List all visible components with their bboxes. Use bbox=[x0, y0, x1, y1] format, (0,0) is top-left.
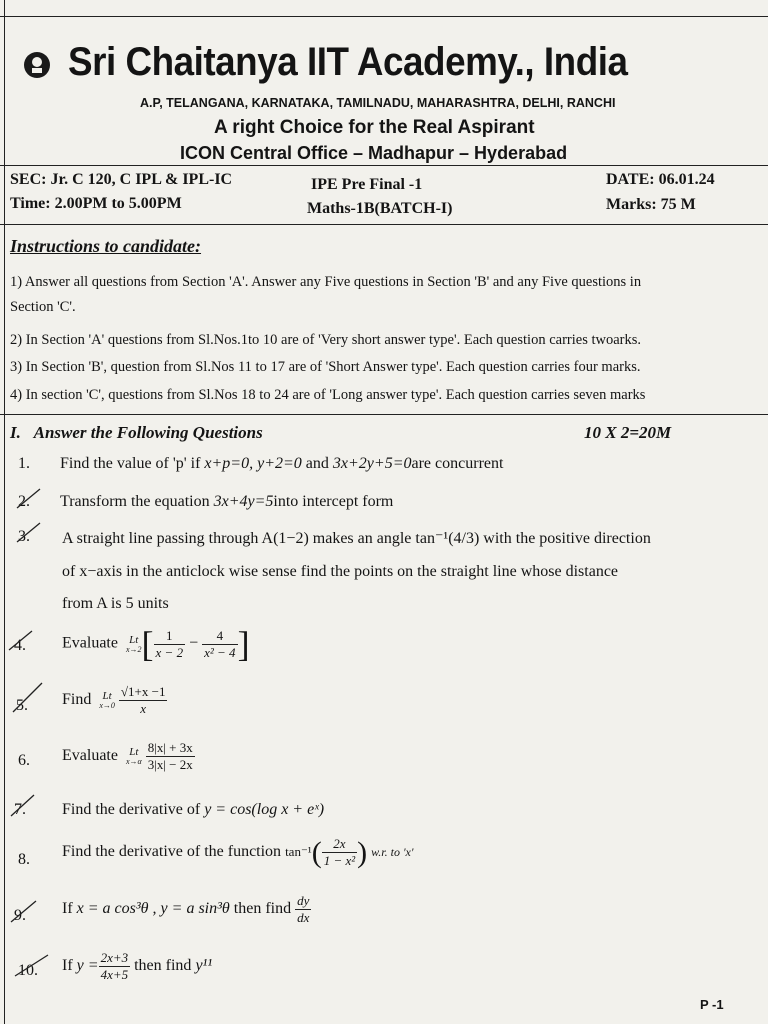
instructions-title: Instructions to candidate: bbox=[10, 236, 202, 256]
academy-logo-icon bbox=[22, 50, 52, 80]
fraction bbox=[119, 684, 168, 717]
tick-mark-icon bbox=[14, 520, 44, 546]
limit-operator bbox=[99, 690, 115, 711]
fraction bbox=[322, 836, 357, 869]
question-5-expression bbox=[62, 684, 167, 717]
numerator: 8|x| + 3x bbox=[147, 740, 193, 755]
tick-mark-icon bbox=[14, 486, 44, 512]
page-number: P -1 bbox=[700, 997, 724, 1012]
question-text bbox=[60, 455, 503, 473]
section-heading bbox=[10, 423, 263, 443]
limit-operator bbox=[126, 746, 142, 767]
tick-mark-icon bbox=[8, 792, 38, 820]
denominator: x − 2 bbox=[155, 644, 184, 660]
numerator: 2x bbox=[322, 836, 357, 853]
section-info: SEC: Jr. C 120, C IPL & IPL-IC bbox=[10, 171, 233, 188]
left-paren: ( bbox=[311, 835, 322, 869]
question-8-text: Find the derivative of the function bbox=[62, 843, 286, 861]
office-line: ICON Central Office – Madhapur – Hyderabad bbox=[180, 143, 568, 163]
numerator: 2x+3 bbox=[100, 950, 129, 965]
tick-mark-icon bbox=[8, 898, 40, 926]
question-6-expression bbox=[62, 740, 195, 773]
question-text bbox=[60, 493, 393, 511]
denominator: dx bbox=[297, 910, 310, 925]
question-text bbox=[62, 801, 324, 819]
section-marks: 10 X 2=20M bbox=[584, 423, 672, 442]
info-divider bbox=[0, 224, 768, 225]
denominator: 1 − x² bbox=[323, 853, 356, 868]
numerator: 4 bbox=[202, 628, 237, 645]
question-9-text: If bbox=[62, 900, 77, 918]
question-10-expression bbox=[62, 950, 212, 983]
question-9-expression bbox=[62, 893, 311, 926]
question-number: 3. bbox=[18, 528, 30, 545]
question-1-post: are concurrent bbox=[411, 455, 504, 472]
limit-label: Lt bbox=[129, 746, 139, 759]
question-10-post: then find bbox=[130, 957, 196, 975]
section-title: Answer the Following Questions bbox=[33, 423, 263, 442]
instructions-divider bbox=[0, 414, 768, 415]
question-10-math: y¹¹ bbox=[195, 957, 213, 975]
question-1-math2: 3x+2y+5=0 bbox=[332, 455, 412, 472]
minus-sign: − bbox=[189, 634, 199, 652]
instruction-line: Section 'C'. bbox=[10, 299, 76, 315]
denominator: 3|x| − 2x bbox=[147, 757, 193, 772]
question-8-post: w.r. to 'x' bbox=[371, 845, 414, 860]
question-4-expression bbox=[62, 626, 250, 662]
question-7-text: Find the derivative of bbox=[62, 801, 205, 818]
fraction bbox=[202, 628, 237, 661]
question-number: 10. bbox=[18, 962, 38, 979]
question-number: 8. bbox=[18, 851, 30, 868]
question-10-text: If bbox=[62, 957, 77, 975]
tagline: A right Choice for the Real Aspirant bbox=[214, 117, 535, 138]
denominator: 4x+5 bbox=[100, 967, 129, 982]
question-1-text: Find the value of 'p' if bbox=[60, 455, 205, 472]
left-border bbox=[4, 0, 5, 1024]
exam-time: Time: 2.00PM to 5.00PM bbox=[10, 195, 182, 212]
question-2-post: into intercept form bbox=[273, 493, 394, 510]
question-3-line: from A is 5 units bbox=[62, 595, 169, 612]
question-number: 9. bbox=[14, 907, 26, 924]
question-6-text: Evaluate bbox=[62, 747, 118, 765]
question-1-mid: and bbox=[301, 455, 333, 472]
instruction-line: 3) In Section 'B', question from Sl.Nos 11 to 17 are of 'Short Answer type'. Each question carries four marks. bbox=[10, 359, 641, 375]
denominator: x bbox=[140, 701, 147, 716]
question-1-math: x+p=0, y+2=0 bbox=[204, 455, 302, 472]
institute-title: Sri Chaitanya IIT Academy., India bbox=[68, 40, 628, 84]
limit-sub: x→2 bbox=[125, 644, 142, 654]
limit-sub: x→0 bbox=[99, 701, 115, 711]
numerator: dy bbox=[297, 893, 310, 908]
right-paren: ) bbox=[357, 835, 368, 869]
limit-sub: x→α bbox=[125, 757, 142, 767]
numerator: 1 bbox=[154, 628, 186, 645]
subject-name: Maths-1B(BATCH-I) bbox=[307, 200, 453, 217]
tick-mark-icon bbox=[6, 628, 36, 654]
question-9-mid: then find bbox=[229, 900, 296, 918]
question-9-math: x = a cos³θ , y = a sin³θ bbox=[76, 900, 230, 918]
header-divider bbox=[0, 165, 768, 166]
denominator: x² − 4 bbox=[204, 644, 236, 660]
question-4-text: Evaluate bbox=[62, 634, 118, 652]
arctan-function: tan⁻¹ bbox=[285, 844, 312, 860]
question-number: 1. bbox=[18, 455, 30, 472]
limit-label: Lt bbox=[102, 690, 112, 703]
question-number: 5. bbox=[16, 697, 28, 714]
question-2-math: 3x+4y=5 bbox=[213, 493, 274, 510]
question-2-text: Transform the equation bbox=[60, 493, 214, 510]
question-3-line: of x−axis in the anticlock wise sense find the points on the straight line whose distance bbox=[62, 563, 619, 580]
question-number: 6. bbox=[18, 752, 30, 769]
instruction-line: 1) Answer all questions from Section 'A'. Answer any Five questions in Section 'B' and any Five questions in bbox=[10, 274, 642, 290]
question-8-expression bbox=[62, 836, 413, 869]
numerator: √1+x −1 bbox=[120, 684, 166, 699]
question-number: 7. bbox=[14, 801, 26, 818]
states-line: A.P, TELANGANA, KARNATAKA, TAMILNADU, MAHARASHTRA, DELHI, RANCHI bbox=[140, 96, 616, 110]
fraction bbox=[295, 893, 311, 926]
left-bracket: [ bbox=[141, 624, 154, 664]
right-bracket: ] bbox=[237, 624, 250, 664]
exam-name: IPE Pre Final -1 bbox=[311, 176, 423, 193]
question-10-y: y = bbox=[76, 957, 99, 975]
limit-operator bbox=[126, 634, 142, 655]
question-5-text: Find bbox=[62, 691, 92, 709]
total-marks: Marks: 75 M bbox=[606, 196, 696, 213]
section-number: I. bbox=[10, 423, 21, 442]
question-7-math: y = cos(log x + eˣ) bbox=[204, 801, 325, 818]
exam-date: DATE: 06.01.24 bbox=[606, 171, 715, 188]
fraction bbox=[99, 950, 131, 983]
fraction bbox=[154, 628, 186, 661]
question-number: 2. bbox=[18, 493, 30, 510]
limit-label: Lt bbox=[129, 633, 139, 646]
instruction-line: 4) In section 'C', questions from Sl.Nos 18 to 24 are of 'Long answer type'. Each question carries seven marks bbox=[10, 387, 646, 403]
tick-mark-icon bbox=[10, 680, 46, 716]
tick-mark-icon bbox=[12, 952, 52, 980]
top-border bbox=[0, 16, 768, 17]
question-number: 4. bbox=[14, 637, 26, 654]
fraction bbox=[146, 740, 195, 773]
instruction-line: 2) In Section 'A' questions from Sl.Nos.1to 10 are of 'Very short answer type'. Each question carries twoarks. bbox=[10, 332, 641, 348]
question-3-line: A straight line passing through A(1−2) makes an angle tan⁻¹(4/3) with the positive direction bbox=[62, 530, 651, 547]
